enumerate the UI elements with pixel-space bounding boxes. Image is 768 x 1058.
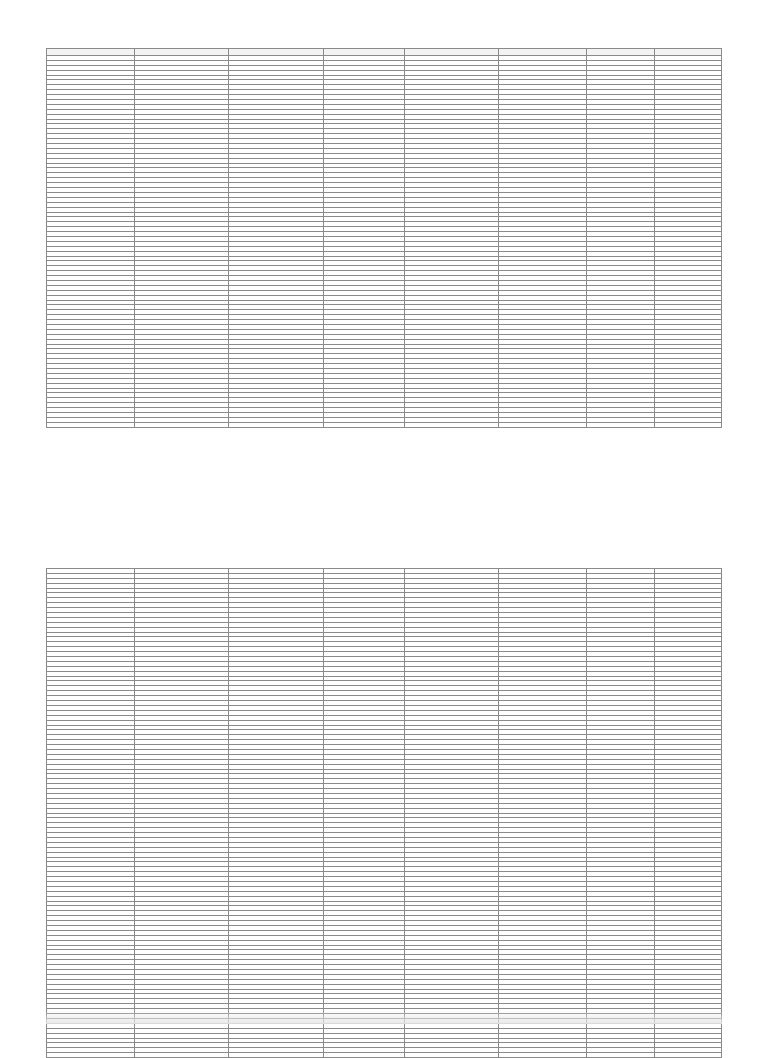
table-header-row [47, 49, 722, 56]
column-header [47, 49, 135, 56]
cell-name [229, 422, 324, 427]
column-header [323, 49, 404, 56]
cell-registration-no [134, 1009, 229, 1014]
cell-program [323, 1009, 404, 1014]
cell-branch [404, 1014, 499, 1019]
cell-program [323, 1053, 404, 1058]
cell-teams-id [499, 1009, 587, 1014]
cell-branch [404, 422, 499, 427]
cell-name [229, 1009, 324, 1014]
cell-jee-roll-no [47, 1053, 135, 1058]
cell-program [323, 1014, 404, 1019]
cell-name [229, 1014, 324, 1019]
table-row [47, 422, 722, 427]
cell-group [654, 1053, 722, 1058]
table-row [47, 1018, 722, 1023]
cell-registration-no [134, 422, 229, 427]
table-row [47, 1014, 722, 1019]
cell-teams-id [499, 1018, 587, 1023]
cell-jee-roll-no [47, 1018, 135, 1023]
cell-email-id [587, 422, 655, 427]
student-table [46, 568, 722, 1058]
cell-teams-id [499, 1014, 587, 1019]
cell-group [654, 1009, 722, 1014]
cell-email-id [587, 1014, 655, 1019]
cell-jee-roll-no [47, 1009, 135, 1014]
cell-registration-no [134, 1018, 229, 1023]
cell-branch [404, 1053, 499, 1058]
cell-registration-no [134, 1014, 229, 1019]
cell-jee-roll-no [47, 422, 135, 427]
student-table [46, 48, 722, 428]
cell-branch [404, 1009, 499, 1014]
column-header [654, 49, 722, 56]
cell-branch [404, 1018, 499, 1023]
cell-program [323, 1018, 404, 1023]
page-1 [46, 48, 722, 470]
cell-jee-roll-no [47, 1014, 135, 1019]
table-row [47, 1009, 722, 1014]
column-header [587, 49, 655, 56]
cell-email-id [587, 1009, 655, 1014]
cell-teams-id [499, 422, 587, 427]
column-header [499, 49, 587, 56]
table-row [47, 1053, 722, 1058]
cell-teams-id [499, 1053, 587, 1058]
cell-email-id [587, 1053, 655, 1058]
cell-group [654, 1018, 722, 1023]
cell-registration-no [134, 1053, 229, 1058]
column-header [404, 49, 499, 56]
column-header [134, 49, 229, 56]
cell-email-id [587, 1018, 655, 1023]
cell-name [229, 1018, 324, 1023]
cell-name [229, 1053, 324, 1058]
cell-group [654, 1014, 722, 1019]
page-2 [46, 568, 722, 1024]
cell-program [323, 422, 404, 427]
cell-group [654, 422, 722, 427]
column-header [229, 49, 324, 56]
